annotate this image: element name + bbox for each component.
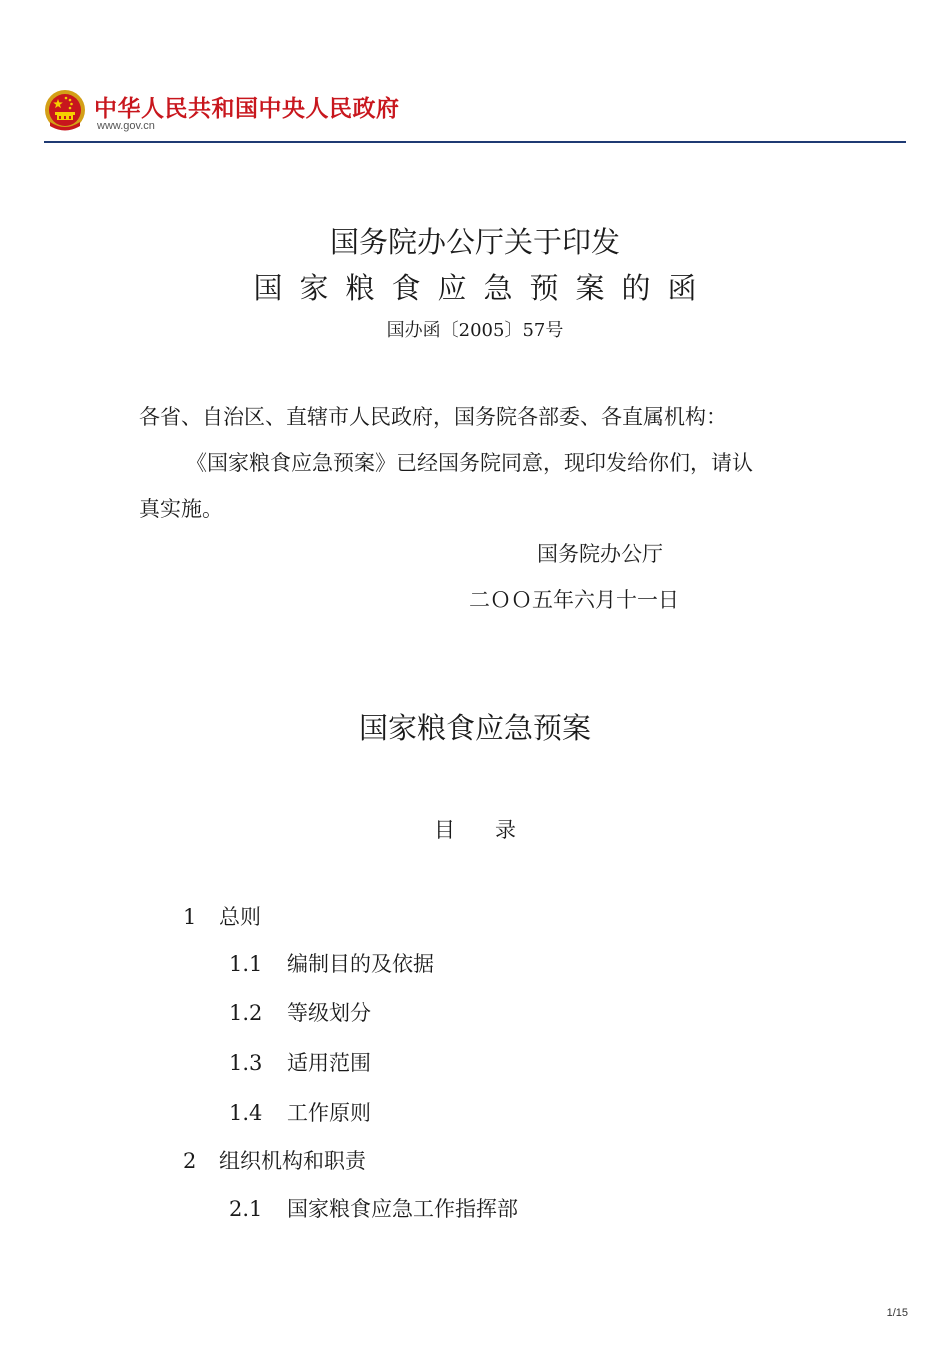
header-divider xyxy=(44,141,906,143)
toc-label: 编制目的及依据 xyxy=(287,952,434,976)
doc-number: 国办函〔2005〕57号 xyxy=(386,320,564,341)
issue-date: 二ＯＯ五年六月十一日 xyxy=(469,588,679,612)
signatory: 国务院办公厅 xyxy=(537,542,663,566)
plan-title: 国家粮食应急预案 xyxy=(358,711,591,745)
toc-number: 1 xyxy=(183,905,197,929)
toc-heading: 目录 xyxy=(434,818,556,842)
toc-number: 1.2 xyxy=(229,1001,263,1025)
toc-item xyxy=(229,997,371,1027)
toc-item xyxy=(229,1193,518,1223)
toc-label: 国家粮食应急工作指挥部 xyxy=(287,1197,518,1221)
toc-item xyxy=(183,901,261,931)
toc-item xyxy=(229,1097,371,1127)
toc-number: 2 xyxy=(183,1149,197,1173)
toc-item xyxy=(229,948,434,978)
toc-item xyxy=(229,1047,371,1077)
salutation: 各省、自治区、直辖市人民政府，国务院各部委、各直属机构： xyxy=(139,405,727,429)
toc-label: 总则 xyxy=(219,905,261,929)
toc-label: 工作原则 xyxy=(287,1101,371,1125)
toc-item xyxy=(183,1145,366,1175)
toc-number: 1.1 xyxy=(229,952,263,976)
site-name[interactable]: 中华人民共和国中央人民政府 xyxy=(94,96,400,122)
toc-label: 组织机构和职责 xyxy=(219,1149,366,1173)
national-emblem-icon xyxy=(44,88,86,134)
site-header xyxy=(44,86,906,144)
body-line-2: 真实施。 xyxy=(139,497,223,521)
body-line-1: 《国家粮食应急预案》已经国务院同意，现印发给你们，请认 xyxy=(186,451,753,475)
toc-label: 适用范围 xyxy=(287,1051,371,1075)
page-indicator: 1/15 xyxy=(886,1307,908,1319)
toc-number: 2.1 xyxy=(229,1197,263,1221)
toc-number: 1.4 xyxy=(229,1101,263,1125)
toc-number: 1.3 xyxy=(229,1051,263,1075)
toc-label: 等级划分 xyxy=(287,1001,371,1025)
doc-title-line2: 国家粮食应急预案的函 xyxy=(253,271,714,305)
doc-title-line1: 国务院办公厅关于印发 xyxy=(329,225,620,259)
site-url[interactable]: www.gov.cn xyxy=(97,120,155,132)
